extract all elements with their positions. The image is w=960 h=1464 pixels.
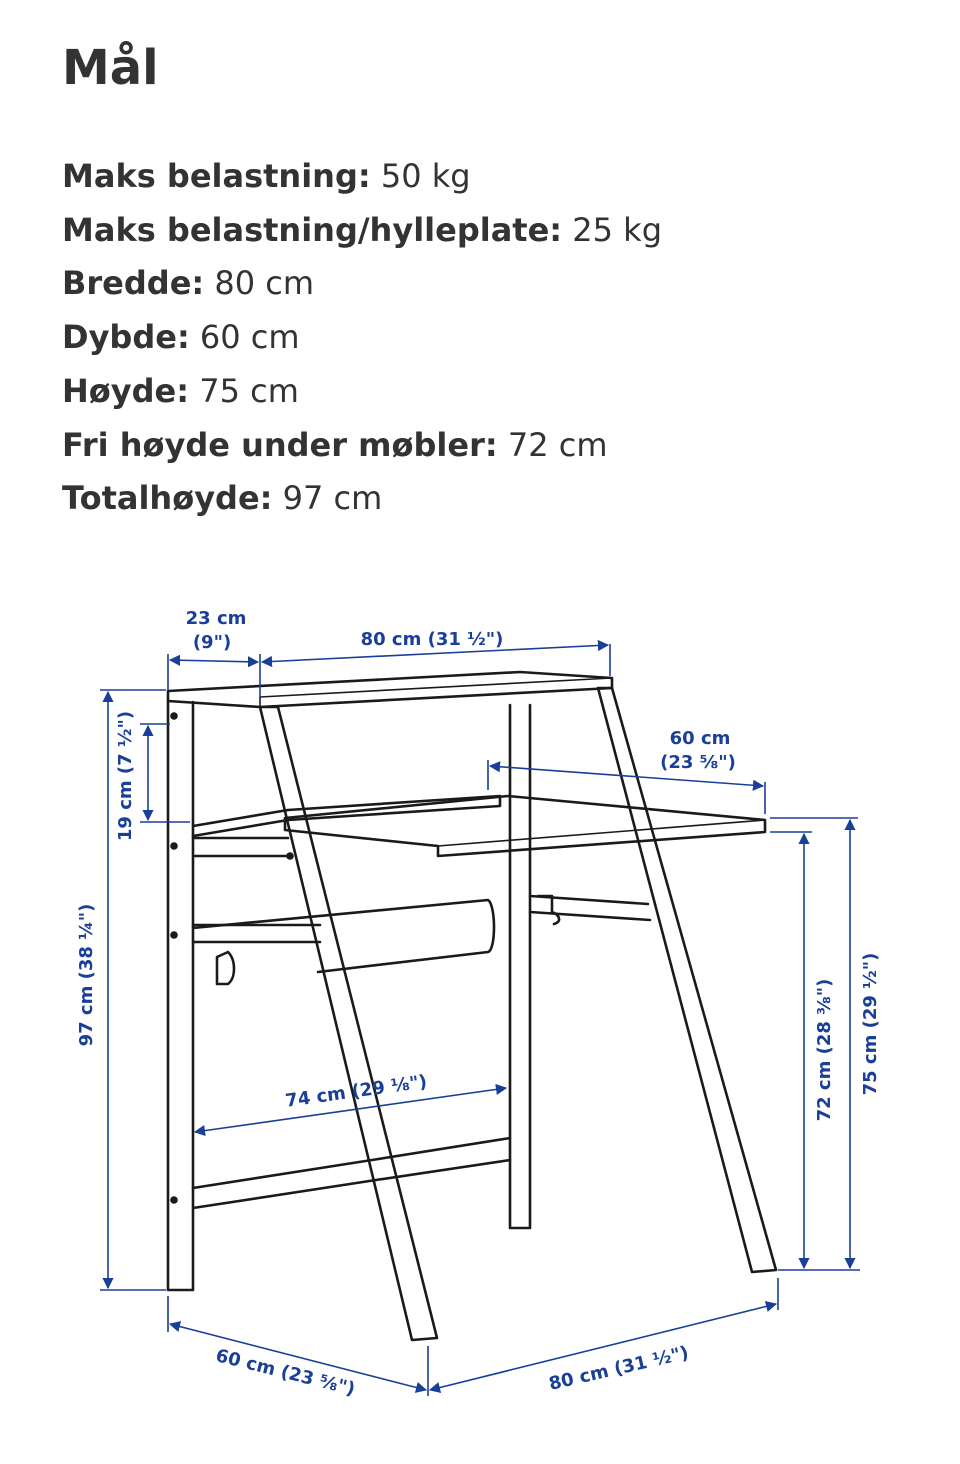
- spec-label: Høyde:: [62, 371, 190, 410]
- spec-depth: [62, 311, 662, 365]
- dimension-labels: [76, 608, 881, 1400]
- right-side-rail: [530, 896, 650, 920]
- side-width-dim: [170, 660, 258, 662]
- base-width-label: 80 cm (31 ½"): [546, 1342, 691, 1395]
- inner-width-label: 74 cm (29 ⅛"): [284, 1071, 429, 1112]
- spec-value: 97 cm: [282, 479, 383, 518]
- spec-max-load: [62, 150, 662, 204]
- desk-depth-in-label: (23 ⅝"): [660, 752, 736, 773]
- spec-value: 50 kg: [380, 157, 471, 195]
- hook: [538, 896, 559, 924]
- spec-label: Bredde:: [62, 264, 205, 303]
- spec-value: 75 cm: [199, 371, 299, 410]
- spec-height: [62, 365, 662, 419]
- dimension-lines: [100, 644, 860, 1396]
- top-width-label: 80 cm (31 ½"): [360, 629, 504, 650]
- desk-depth-cm-label: 60 cm: [669, 728, 731, 749]
- desk-board-edge: [438, 820, 765, 846]
- spec-label: Maks belastning:: [62, 157, 371, 195]
- back-right-post: [510, 705, 530, 1228]
- spec-max-load-shelf: [62, 204, 662, 258]
- spec-label: Dybde:: [62, 318, 190, 357]
- spec-width: [62, 257, 662, 311]
- side-width-cm-label: 23 cm: [185, 608, 247, 629]
- total-height-label: 97 cm (38 ¼"): [76, 903, 97, 1047]
- clear-height-label: 72 cm (28 ⅜"): [814, 978, 835, 1122]
- spec-label: Totalhøyde:: [62, 479, 273, 518]
- drawer-basket: [193, 900, 494, 972]
- spec-value: 60 cm: [199, 318, 300, 357]
- rail-upper: [193, 838, 292, 856]
- shelf-gap-label: 19 cm (7 ½"): [115, 710, 136, 842]
- base-depth-label: 60 cm (23 ⅝"): [213, 1345, 358, 1401]
- desk-dimension-diagram: [0, 560, 960, 1450]
- spec-label: Fri høyde under møbler:: [62, 425, 498, 464]
- spec-clearance: [62, 419, 662, 473]
- spec-value: 80 cm: [214, 264, 315, 303]
- spec-list: [62, 150, 662, 526]
- spec-value: 25 kg: [572, 210, 662, 249]
- spec-label: Maks belastning/hylleplate:: [62, 210, 563, 249]
- page-title: Mål: [62, 40, 159, 96]
- rail-middle: [193, 925, 320, 942]
- rail-lower: [193, 1138, 510, 1208]
- spec-total-height: [62, 472, 662, 526]
- side-width-in-label: (9"): [192, 632, 232, 653]
- desk-height-label: 75 cm (29 ½"): [860, 952, 881, 1096]
- spec-value: 72 cm: [507, 425, 608, 464]
- top-shelf-edge: [260, 678, 612, 697]
- drawer-handle: [217, 952, 234, 984]
